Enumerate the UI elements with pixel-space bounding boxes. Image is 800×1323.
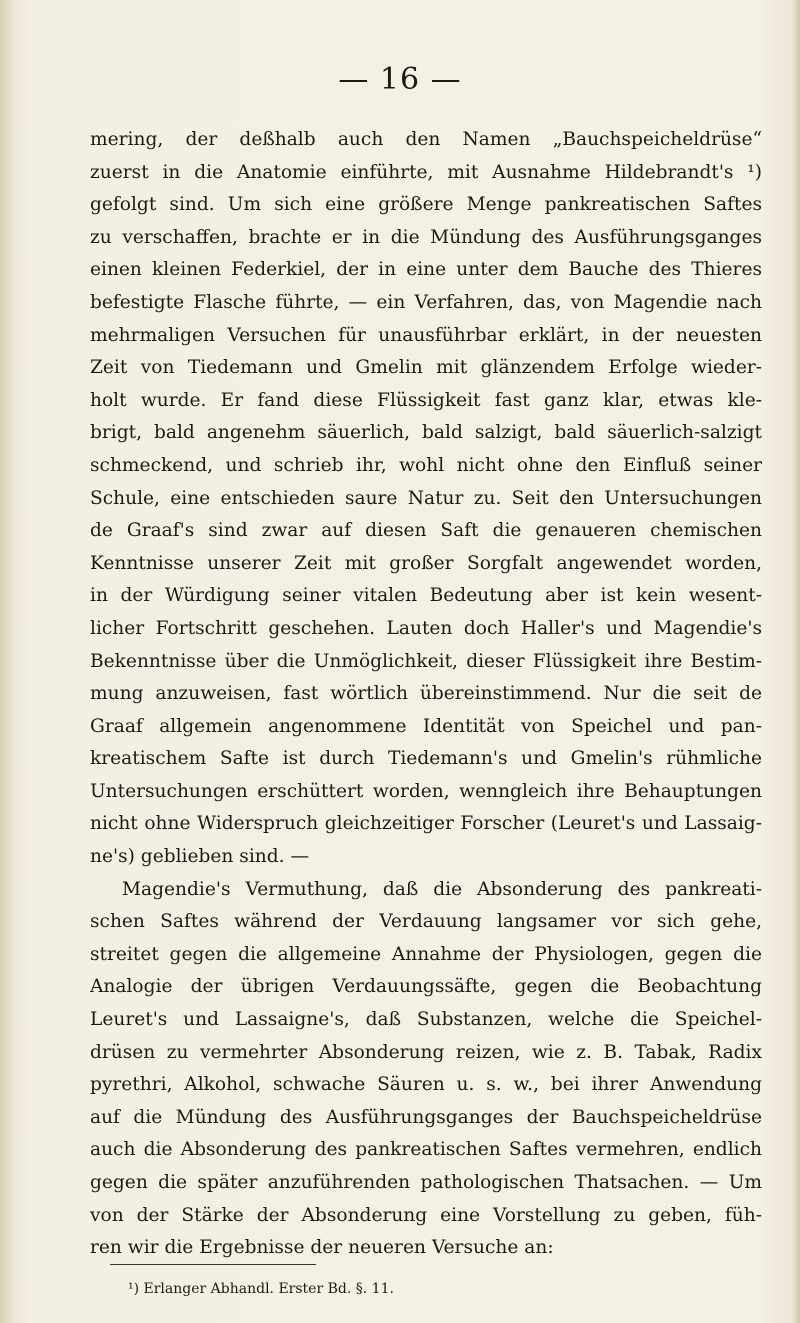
footnote-divider [110,1264,316,1265]
text-line: kreatischem Safte ist durch Tiedemann's und Gmelin's rühmliche [90,748,762,770]
text-line: drüsen zu vermehrter Absonderung reizen, wie z. B. Tabak, Radix [90,1041,762,1063]
text-line: Untersuchungen erschüttert worden, wenngleich ihre Behauptungen [90,780,762,802]
text-line: von der Stärke der Absonderung eine Vorstellung zu geben, füh- [90,1204,762,1226]
body-text [90,124,762,1265]
text-line: zu verschaffen, brachte er in die Mündung des Ausführungsganges [90,226,762,248]
text-line: auch die Absonderung des pankreatischen Saftes vermehren, endlich [90,1139,762,1161]
page-right-edge [792,0,800,1323]
paragraph-1 [90,124,762,874]
text-line: Schule, eine entschieden saure Natur zu. Seit den Untersuchungen [90,487,762,509]
text-line: streitet gegen die allgemeine Annahme der Physiologen, gegen die [90,943,762,965]
text-line: auf die Mündung des Ausführungsganges der Bauchspeicheldrüse [90,1106,762,1128]
text-line: gegen die später anzuführenden pathologischen Thatsachen. — Um [90,1172,762,1193]
text-line: schmeckend, und schrieb ihr, wohl nicht ohne den Einfluß seiner [90,454,762,476]
text-line: holt wurde. Er fand diese Flüssigkeit fast ganz klar, etwas kle- [90,389,762,411]
page-number: — 16 — [338,62,462,97]
text-line: ne's) geblieben sind. — [90,846,310,868]
text-line: ren wir die Ergebnisse der neueren Versuche an: [90,1237,554,1259]
text-line: Zeit von Tiedemann und Gmelin mit glänzendem Erfolge wieder- [90,357,762,379]
text-line: mehrmaligen Versuchen für unausführbar erklärt, in der neuesten [90,324,762,346]
text-line: mering, der deßhalb auch den Namen „Bauchspeicheldrüse“ [90,129,762,150]
paragraph-2 [90,874,762,1265]
text-line: mung anzuweisen, fast wörtlich übereinstimmend. Nur die seit de [90,683,762,705]
text-line: Graaf allgemein angenommene Identität von Speichel und pan- [90,715,762,737]
text-line: Magendie's Vermuthung, daß die Absonderung des pankreati- [122,878,762,900]
text-line: Analogie der übrigen Verdauungssäfte, gegen die Beobachtung [90,976,762,998]
text-line: brigt, bald angenehm säuerlich, bald salzigt, bald säuerlich-salzigt [90,422,762,444]
text-line: Bekenntnisse über die Unmöglichkeit, dieser Flüssigkeit ihre Bestim- [90,650,762,672]
text-line: in der Würdigung seiner vitalen Bedeutung aber ist kein wesent- [90,585,762,607]
text-line: licher Fortschritt geschehen. Lauten doch Haller's und Magendie's [90,617,762,639]
text-line: schen Saftes während der Verdauung langsamer vor sich gehe, [90,911,762,933]
text-line: gefolgt sind. Um sich eine größere Menge pankreatischen Saftes [90,194,762,216]
page-left-edge [0,0,14,1323]
text-line: pyrethri, Alkohol, schwache Säuren u. s. w., bei ihrer Anwendung [90,1074,762,1096]
text-line: de Graaf's sind zwar auf diesen Saft die genaueren chemischen [90,520,762,542]
text-line: nicht ohne Widerspruch gleichzeitiger Forscher (Leuret's und Lassaig- [90,813,762,835]
text-line: Kenntnisse unserer Zeit mit großer Sorgfalt angewendet worden, [90,552,762,574]
footnote: ¹) Erlanger Abhandl. Erster Bd. §. 11. [128,1281,394,1297]
text-line: zuerst in die Anatomie einführte, mit Ausnahme Hildebrandt's ¹) [90,161,762,183]
text-line: befestigte Flasche führte, — ein Verfahren, das, von Magendie nach [90,291,762,313]
text-line: einen kleinen Federkiel, der in eine unter dem Bauche des Thieres [90,259,762,281]
text-line: Leuret's und Lassaigne's, daß Substanzen, welche die Speichel- [90,1009,762,1031]
